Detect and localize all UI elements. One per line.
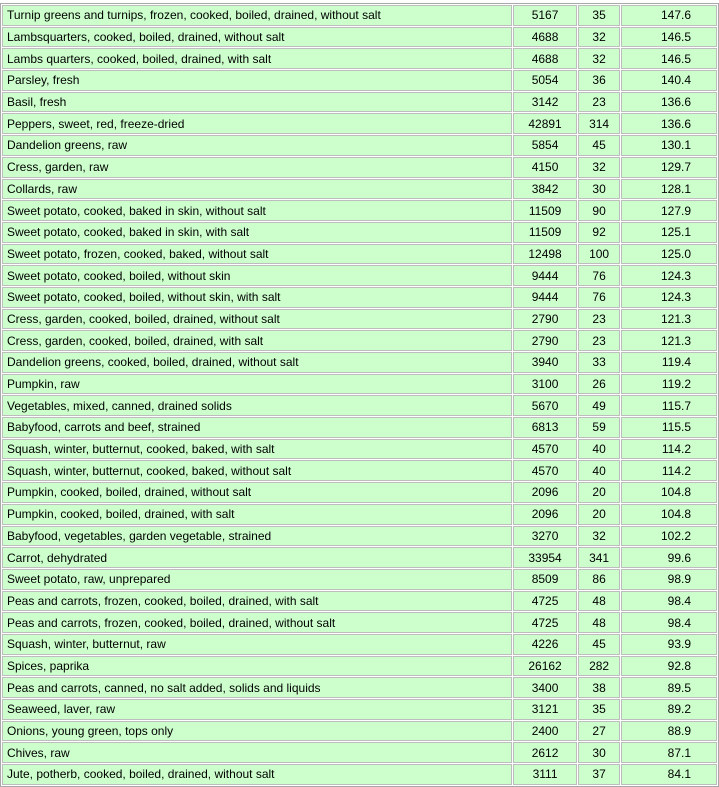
food-name-cell: Peppers, sweet, red, freeze-dried: [2, 113, 512, 134]
value-1-cell: 3111: [513, 764, 577, 785]
table-row: [2, 200, 717, 221]
value-1-cell: 2790: [513, 330, 577, 351]
table-row: [2, 179, 717, 200]
value-1-cell: 5670: [513, 395, 577, 416]
table-row: [2, 330, 717, 351]
value-1-cell: 3400: [513, 677, 577, 698]
table-row: [2, 27, 717, 48]
value-3-cell: 130.1: [621, 135, 717, 156]
value-2-cell: 92: [578, 222, 620, 243]
table-row: [2, 48, 717, 69]
table-row: [2, 309, 717, 330]
food-name-cell: Sweet potato, raw, unprepared: [2, 569, 512, 590]
value-3-cell: 121.3: [621, 330, 717, 351]
table-row: [2, 742, 717, 763]
value-3-cell: 84.1: [621, 764, 717, 785]
value-3-cell: 93.9: [621, 634, 717, 655]
value-2-cell: 32: [578, 48, 620, 69]
value-3-cell: 140.4: [621, 70, 717, 91]
value-1-cell: 9444: [513, 287, 577, 308]
food-name-cell: Carrot, dehydrated: [2, 547, 512, 568]
value-3-cell: 104.8: [621, 504, 717, 525]
value-2-cell: 341: [578, 547, 620, 568]
value-3-cell: 92.8: [621, 656, 717, 677]
value-1-cell: 3940: [513, 352, 577, 373]
table-row: [2, 526, 717, 547]
table-row: [2, 135, 717, 156]
value-3-cell: 136.6: [621, 92, 717, 113]
table-row: [2, 417, 717, 438]
table-row: [2, 265, 717, 286]
table-row: [2, 764, 717, 785]
value-1-cell: 2096: [513, 504, 577, 525]
value-2-cell: 86: [578, 569, 620, 590]
table-row: [2, 352, 717, 373]
value-2-cell: 49: [578, 395, 620, 416]
value-3-cell: 147.6: [621, 5, 717, 26]
table-row: [2, 504, 717, 525]
value-3-cell: 128.1: [621, 179, 717, 200]
value-3-cell: 146.5: [621, 27, 717, 48]
value-3-cell: 87.1: [621, 742, 717, 763]
food-name-cell: Squash, winter, butternut, cooked, baked, with salt: [2, 439, 512, 460]
value-2-cell: 90: [578, 200, 620, 221]
value-3-cell: 114.2: [621, 460, 717, 481]
table-row: [2, 482, 717, 503]
value-1-cell: 3100: [513, 374, 577, 395]
table-row: [2, 460, 717, 481]
food-name-cell: Sweet potato, cooked, baked in skin, without salt: [2, 200, 512, 221]
value-1-cell: 3121: [513, 699, 577, 720]
value-3-cell: 129.7: [621, 157, 717, 178]
food-name-cell: Cress, garden, raw: [2, 157, 512, 178]
value-3-cell: 146.5: [621, 48, 717, 69]
value-2-cell: 23: [578, 330, 620, 351]
value-1-cell: 33954: [513, 547, 577, 568]
value-2-cell: 23: [578, 309, 620, 330]
value-2-cell: 59: [578, 417, 620, 438]
table-row: [2, 374, 717, 395]
food-name-cell: Cress, garden, cooked, boiled, drained, with salt: [2, 330, 512, 351]
table-row: [2, 244, 717, 265]
food-name-cell: Dandelion greens, cooked, boiled, drained, without salt: [2, 352, 512, 373]
value-2-cell: 26: [578, 374, 620, 395]
value-3-cell: 99.6: [621, 547, 717, 568]
food-name-cell: Vegetables, mixed, canned, drained solids: [2, 395, 512, 416]
value-3-cell: 115.7: [621, 395, 717, 416]
food-name-cell: Sweet potato, cooked, boiled, without skin: [2, 265, 512, 286]
value-2-cell: 30: [578, 179, 620, 200]
food-table-container: [0, 3, 719, 787]
value-3-cell: 114.2: [621, 439, 717, 460]
value-3-cell: 88.9: [621, 721, 717, 742]
value-2-cell: 282: [578, 656, 620, 677]
value-2-cell: 100: [578, 244, 620, 265]
value-1-cell: 2790: [513, 309, 577, 330]
food-nutrient-table: [0, 3, 719, 787]
table-body: [2, 5, 717, 785]
value-2-cell: 33: [578, 352, 620, 373]
value-2-cell: 32: [578, 157, 620, 178]
food-name-cell: Babyfood, carrots and beef, strained: [2, 417, 512, 438]
value-1-cell: 9444: [513, 265, 577, 286]
food-name-cell: Pumpkin, cooked, boiled, drained, without salt: [2, 482, 512, 503]
value-3-cell: 127.9: [621, 200, 717, 221]
value-1-cell: 4725: [513, 591, 577, 612]
value-1-cell: 4150: [513, 157, 577, 178]
value-1-cell: 4725: [513, 612, 577, 633]
food-name-cell: Cress, garden, cooked, boiled, drained, without salt: [2, 309, 512, 330]
value-2-cell: 35: [578, 5, 620, 26]
value-3-cell: 119.2: [621, 374, 717, 395]
food-name-cell: Seaweed, laver, raw: [2, 699, 512, 720]
food-name-cell: Jute, potherb, cooked, boiled, drained, without salt: [2, 764, 512, 785]
value-2-cell: 40: [578, 439, 620, 460]
table-row: [2, 157, 717, 178]
value-1-cell: 5167: [513, 5, 577, 26]
food-name-cell: Chives, raw: [2, 742, 512, 763]
value-3-cell: 124.3: [621, 265, 717, 286]
table-row: [2, 677, 717, 698]
table-row: [2, 721, 717, 742]
value-1-cell: 11509: [513, 222, 577, 243]
value-2-cell: 32: [578, 27, 620, 48]
value-1-cell: 3842: [513, 179, 577, 200]
table-row: [2, 569, 717, 590]
food-name-cell: Lambsquarters, cooked, boiled, drained, without salt: [2, 27, 512, 48]
table-row: [2, 699, 717, 720]
value-2-cell: 37: [578, 764, 620, 785]
food-name-cell: Pumpkin, raw: [2, 374, 512, 395]
value-2-cell: 32: [578, 526, 620, 547]
table-row: [2, 612, 717, 633]
table-row: [2, 439, 717, 460]
table-row: [2, 222, 717, 243]
value-1-cell: 8509: [513, 569, 577, 590]
value-3-cell: 89.2: [621, 699, 717, 720]
table-row: [2, 634, 717, 655]
value-2-cell: 30: [578, 742, 620, 763]
food-name-cell: Squash, winter, butternut, raw: [2, 634, 512, 655]
food-name-cell: Dandelion greens, raw: [2, 135, 512, 156]
value-1-cell: 3142: [513, 92, 577, 113]
food-name-cell: Parsley, fresh: [2, 70, 512, 91]
value-1-cell: 2400: [513, 721, 577, 742]
value-1-cell: 4570: [513, 460, 577, 481]
value-2-cell: 36: [578, 70, 620, 91]
value-3-cell: 119.4: [621, 352, 717, 373]
food-name-cell: Sweet potato, cooked, boiled, without skin, with salt: [2, 287, 512, 308]
value-1-cell: 11509: [513, 200, 577, 221]
value-1-cell: 5054: [513, 70, 577, 91]
food-name-cell: Squash, winter, butternut, cooked, baked, without salt: [2, 460, 512, 481]
value-3-cell: 98.4: [621, 612, 717, 633]
value-2-cell: 20: [578, 482, 620, 503]
table-row: [2, 395, 717, 416]
food-name-cell: Lambs quarters, cooked, boiled, drained, with salt: [2, 48, 512, 69]
value-2-cell: 45: [578, 634, 620, 655]
value-1-cell: 4570: [513, 439, 577, 460]
food-name-cell: Babyfood, vegetables, garden vegetable, strained: [2, 526, 512, 547]
food-name-cell: Collards, raw: [2, 179, 512, 200]
food-name-cell: Sweet potato, frozen, cooked, baked, without salt: [2, 244, 512, 265]
table-row: [2, 287, 717, 308]
value-1-cell: 12498: [513, 244, 577, 265]
value-2-cell: 23: [578, 92, 620, 113]
food-name-cell: Onions, young green, tops only: [2, 721, 512, 742]
value-2-cell: 76: [578, 265, 620, 286]
value-2-cell: 314: [578, 113, 620, 134]
value-2-cell: 20: [578, 504, 620, 525]
value-3-cell: 89.5: [621, 677, 717, 698]
value-1-cell: 5854: [513, 135, 577, 156]
value-2-cell: 35: [578, 699, 620, 720]
value-3-cell: 125.1: [621, 222, 717, 243]
value-1-cell: 4226: [513, 634, 577, 655]
value-1-cell: 4688: [513, 27, 577, 48]
value-2-cell: 76: [578, 287, 620, 308]
food-name-cell: Basil, fresh: [2, 92, 512, 113]
table-row: [2, 113, 717, 134]
value-1-cell: 3270: [513, 526, 577, 547]
value-1-cell: 42891: [513, 113, 577, 134]
value-3-cell: 104.8: [621, 482, 717, 503]
value-1-cell: 2096: [513, 482, 577, 503]
value-2-cell: 27: [578, 721, 620, 742]
value-2-cell: 38: [578, 677, 620, 698]
table-row: [2, 591, 717, 612]
table-row: [2, 70, 717, 91]
value-1-cell: 2612: [513, 742, 577, 763]
value-1-cell: 6813: [513, 417, 577, 438]
value-3-cell: 121.3: [621, 309, 717, 330]
food-name-cell: Spices, paprika: [2, 656, 512, 677]
value-2-cell: 48: [578, 591, 620, 612]
food-name-cell: Turnip greens and turnips, frozen, cooked, boiled, drained, without salt: [2, 5, 512, 26]
value-2-cell: 48: [578, 612, 620, 633]
table-row: [2, 5, 717, 26]
value-3-cell: 125.0: [621, 244, 717, 265]
value-2-cell: 40: [578, 460, 620, 481]
table-row: [2, 656, 717, 677]
value-1-cell: 4688: [513, 48, 577, 69]
table-row: [2, 92, 717, 113]
value-3-cell: 102.2: [621, 526, 717, 547]
food-name-cell: Pumpkin, cooked, boiled, drained, with salt: [2, 504, 512, 525]
food-name-cell: Peas and carrots, frozen, cooked, boiled, drained, with salt: [2, 591, 512, 612]
table-row: [2, 547, 717, 568]
value-3-cell: 98.4: [621, 591, 717, 612]
value-2-cell: 45: [578, 135, 620, 156]
value-3-cell: 136.6: [621, 113, 717, 134]
value-3-cell: 98.9: [621, 569, 717, 590]
food-name-cell: Peas and carrots, frozen, cooked, boiled, drained, without salt: [2, 612, 512, 633]
value-1-cell: 26162: [513, 656, 577, 677]
value-3-cell: 124.3: [621, 287, 717, 308]
value-3-cell: 115.5: [621, 417, 717, 438]
food-name-cell: Sweet potato, cooked, baked in skin, with salt: [2, 222, 512, 243]
food-name-cell: Peas and carrots, canned, no salt added, solids and liquids: [2, 677, 512, 698]
